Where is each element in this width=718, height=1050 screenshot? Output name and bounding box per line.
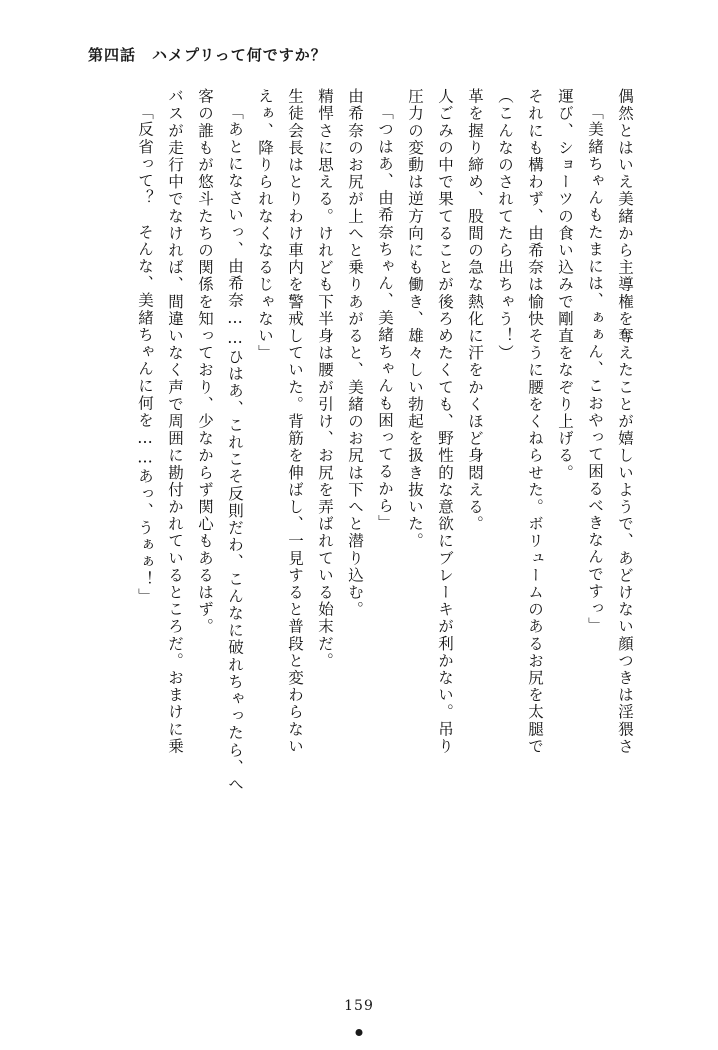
text-column: 偶然とはいえ美緒から主導権を奪えたことが嬉しいようで、あどけない顔つきは淫猥さ [616,88,634,755]
text-column: 人ごみの中で果てることが後ろめたくても、野性的な意欲にブレーキが利かない。吊り [436,88,454,755]
folio-dot-icon [356,1029,363,1036]
text-column: 由希奈のお尻が上へと乗りあがると、美緒のお尻は下へと潜り込む。 [346,88,364,619]
body-text [130,88,640,948]
text-column: 客の誰もが悠斗たちの関係を知っており、少なからず関心もあるはず。 [196,88,214,636]
text-column: （こんなのされてたら出ちゃう！） [496,88,514,362]
text-column: 「つはあ、由希奈ちゃん、美緒ちゃんも困ってるから」 [376,104,394,532]
text-column: 「あとになさいっ、由希奈……ひはあ、これこそ反則だわ、こんなに破れちゃったら、へ [226,104,244,793]
text-column: 「反省って？ そんな、美緒ちゃんに何を……あっ、うぁぁ！」 [136,104,154,605]
text-column: それにも構わず、由希奈は愉快そうに腰をくねらせた。ボリュームのあるお尻を太腿で [526,88,544,755]
text-column: 革を握り締め、股間の急な熱化に汗をかくほど身悶える。 [466,88,484,533]
text-column: 生徒会長はとりわけ車内を警戒していた。背筋を伸ばし、一見すると普段と変わらない [286,88,304,755]
text-column: バスが走行中でなければ、間違いなく声で周囲に勘付かれているところだ。おまけに乗 [166,88,184,755]
text-column: 精悍さに思える。けれども下半身は腰が引け、お尻を弄ばれている始末だ。 [316,88,334,670]
text-column: 運び、ショーツの食い込みで剛直をなぞり上げる。 [556,88,574,482]
text-column: えぁ、降りられなくなるじゃない」 [256,88,274,362]
text-column: 「美緒ちゃんもたまには、ぁぁん、こおやって困るべきなんですっ」 [586,104,604,635]
page-number: 159 [344,998,374,1014]
text-column: 圧力の変動は逆方向にも働き、雄々しい勃起を扱き抜いた。 [406,88,424,550]
chapter-header: 第四話 ハメプリって何ですか？ [88,46,327,64]
